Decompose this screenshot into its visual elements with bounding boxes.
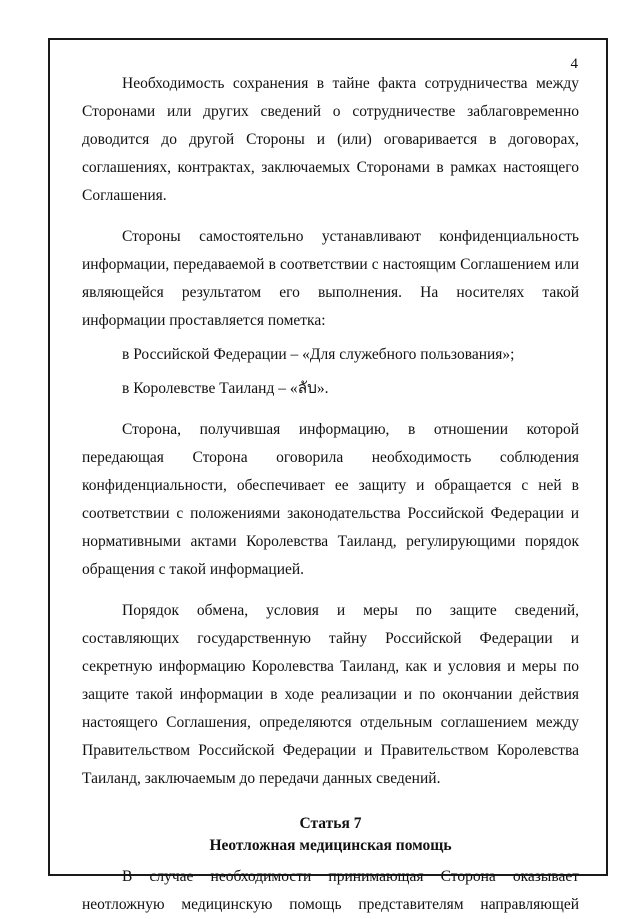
marking-russia: в Российской Федерации – «Для служебного пользования»; xyxy=(122,346,515,363)
page-number: 4 xyxy=(570,56,578,72)
article-title: Статья 7 xyxy=(299,815,362,832)
marking-thailand: в Королевстве Таиланд – «ลับ». xyxy=(122,380,329,397)
paragraph-state-secrets: Порядок обмена, условия и меры по защите сведений, составляющих государственную тайну Российской Федерации и секретную информацию Королевства Таиланд, как и условия и меры по защите такой информации в ходе реализации и по окончании действия настоящего Соглашения, определяются отдельным соглашением между Правительством Российской Федерации и Правительством Королевства Таиланд, заключаемым до передачи данных сведений. xyxy=(82,602,579,787)
article-heading xyxy=(82,813,579,857)
paragraph-confidentiality-marking: Стороны самостоятельно устанавливают конфиденциальность информации, передаваемой в соответствии с настоящим Соглашением или являющейся результатом его выполнения. На носителях такой информации проставляется пометка: xyxy=(82,228,579,329)
paragraph-emergency-care: В случае необходимости принимающая Сторона оказывает неотложную медицинскую помощь представителям направляющей xyxy=(82,868,579,913)
document-body xyxy=(82,70,579,919)
article-subtitle: Неотложная медицинская помощь xyxy=(209,837,452,854)
paragraph-secrecy-cooperation: Необходимость сохранения в тайне факта сотрудничества между Сторонами или других сведений о сотрудничестве заблаговременно доводится до другой Стороны и (или) оговаривается в договорах, соглашениях, контрактах, заключаемых Сторонами в рамках настоящего Соглашения. xyxy=(82,75,579,204)
paragraph-receiving-party: Сторона, получившая информацию, в отношении которой передающая Сторона оговорила необходимость соблюдения конфиденциальности, обеспечивает ее защиту и обращается с ней в соответствии с положениями законодательства Российской Федерации и нормативными актами Королевства Таиланд, регулирующими порядок обращения с такой информацией. xyxy=(82,421,579,578)
